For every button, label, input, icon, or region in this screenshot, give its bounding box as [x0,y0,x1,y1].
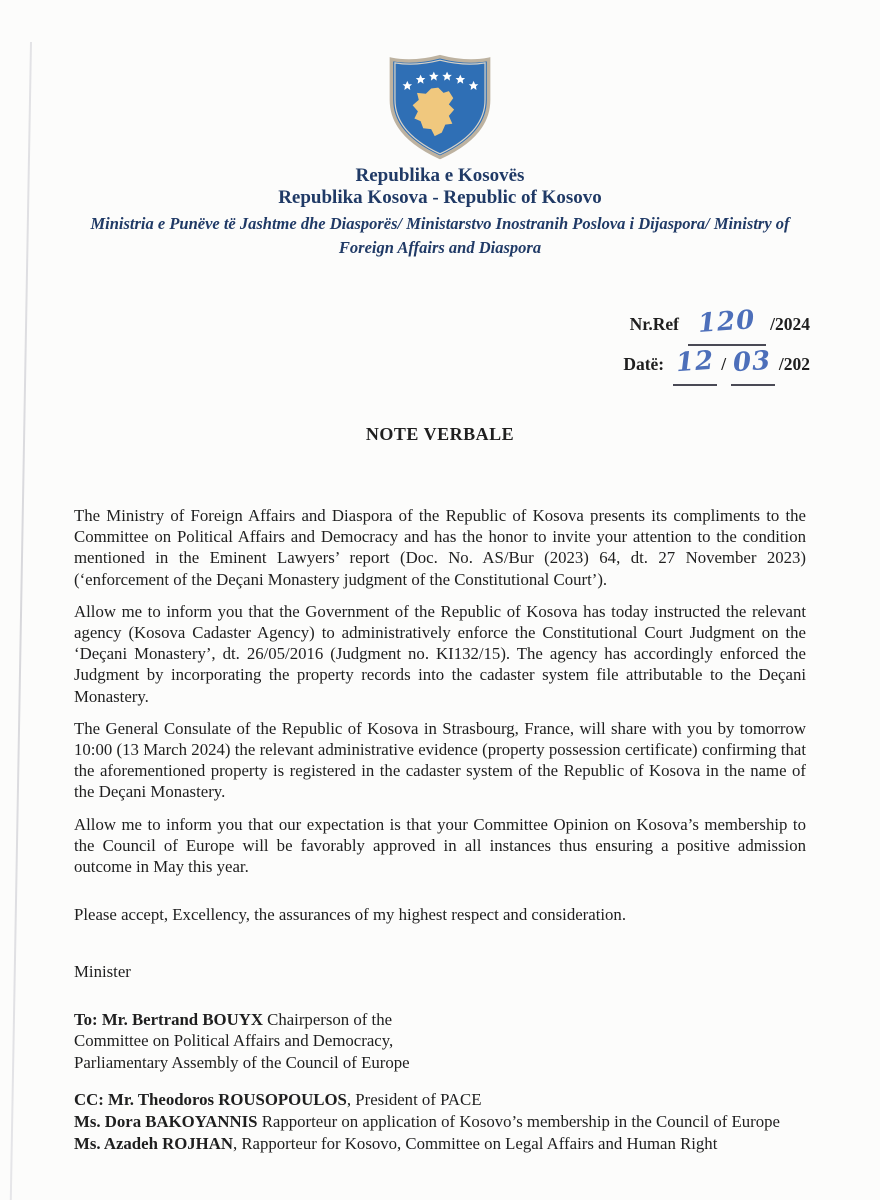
paragraph-1: The Ministry of Foreign Affairs and Diaspora of the Republic of Kosova presents its compliments to the Committee on Political Affairs and Democracy and has the honor to invite your attention to the condition mentioned in the Eminent Lawyers’ report (Doc. No. AS/Bur (2023) 64, dt. 27 November 2023) (‘enforcement of the Deçani Monastery judgment of the Constitutional Court’). [74,506,806,589]
cc-line-3 [74,1133,806,1155]
date-row [0,344,810,384]
date-month-slot [731,344,775,386]
header-emblem-area [0,0,880,165]
closing-line: Please accept, Excellency, the assurances of my highest respect and consideration. [74,905,627,925]
reference-number-row [0,304,810,344]
date-month-handwritten: 03 [732,345,773,379]
cc-name-3-bold: Ms. Azadeh ROJHAN [74,1134,233,1154]
cc-name-1-bold: CC: Mr. Theodoros ROUSOPOULOS [74,1090,347,1110]
reference-block [0,304,880,384]
cc-name-2-bold: Ms. Dora BAKOYANNIS [74,1112,258,1132]
cc-line-2 [74,1111,806,1133]
date-year: /202 [778,354,810,374]
date-separator: / [721,354,727,374]
ref-year: /2024 [770,314,810,334]
addressee-line-3: Parliamentary Assembly of the Council of Europe [74,1052,410,1072]
cc-line-1 [74,1089,806,1111]
addressee-line-2: Committee on Political Affairs and Democracy, [74,1031,394,1051]
header-ministry-line: Ministria e Punëve të Jashtme dhe Diasporës/ Ministarstvo Inostranih Poslova i Dijaspora/ Ministry of Foreign Affairs and Diaspora [90,214,790,257]
paragraph-4: Allow me to inform you that our expectation is that your Committee Opinion on Kosova’s membership to the Council of Europe will be favorably approved in all instances thus ensuring a positive admission outcome in May this year. [74,814,806,877]
paragraph-3: The General Consulate of the Republic of Kosova in Strasbourg, France, will share with you by tomorrow 10:00 (13 March 2024) the relevant administrative evidence (property possession certificate) confirming that the aforementioned property is registered in the cadaster system of the Republic of Kosova in the name of the Deçani Monastery. [74,718,806,802]
addressee-block [74,1009,806,1074]
ref-number-handwritten: 120 [697,305,757,339]
document-body [74,505,806,1155]
cc-role-1: , President of PACE [346,1090,482,1110]
addressee-line-1 [74,1009,806,1031]
scan-artifact-line [10,42,32,1200]
cc-block [74,1089,806,1155]
ref-number-slot [688,304,766,346]
header-title-albanian: Republika e Kosovës [355,165,525,186]
paragraph-2: Allow me to inform you that the Government of the Republic of Kosova has today instructed the relevant agency (Kosova Cadaster Agency) to administratively enforce the Constitutional Court Judgment on the ‘Deçani Monastery’, dt. 26/05/2016 (Judgment no. KI132/15). The agency has accordingly enforced the Judgment by incorporating the property records into the cadaster system file attributable to the Deçani Monastery. [74,601,806,706]
cc-role-3: , Rapporteur for Kosovo, Committee on Legal Affairs and Human Right [232,1134,718,1154]
date-label: Datë: [623,354,665,374]
kosovo-coat-of-arms-icon [387,54,493,160]
ref-label: Nr.Ref [629,314,679,334]
addressee-name-bold: To: Mr. Bertrand BOUYX [74,1009,263,1029]
addressee-role: Chairperson of the [262,1009,393,1029]
header-title-english: Republika Kosova - Republic of Kosovo [278,187,602,208]
cc-role-2: Rapporteur on application of Kosovo’s membership in the Council of Europe [257,1112,780,1132]
signature-title: Minister [74,962,131,982]
document-title: NOTE VERBALE [365,424,515,444]
date-day-handwritten: 12 [674,345,715,379]
date-day-slot [673,344,717,386]
